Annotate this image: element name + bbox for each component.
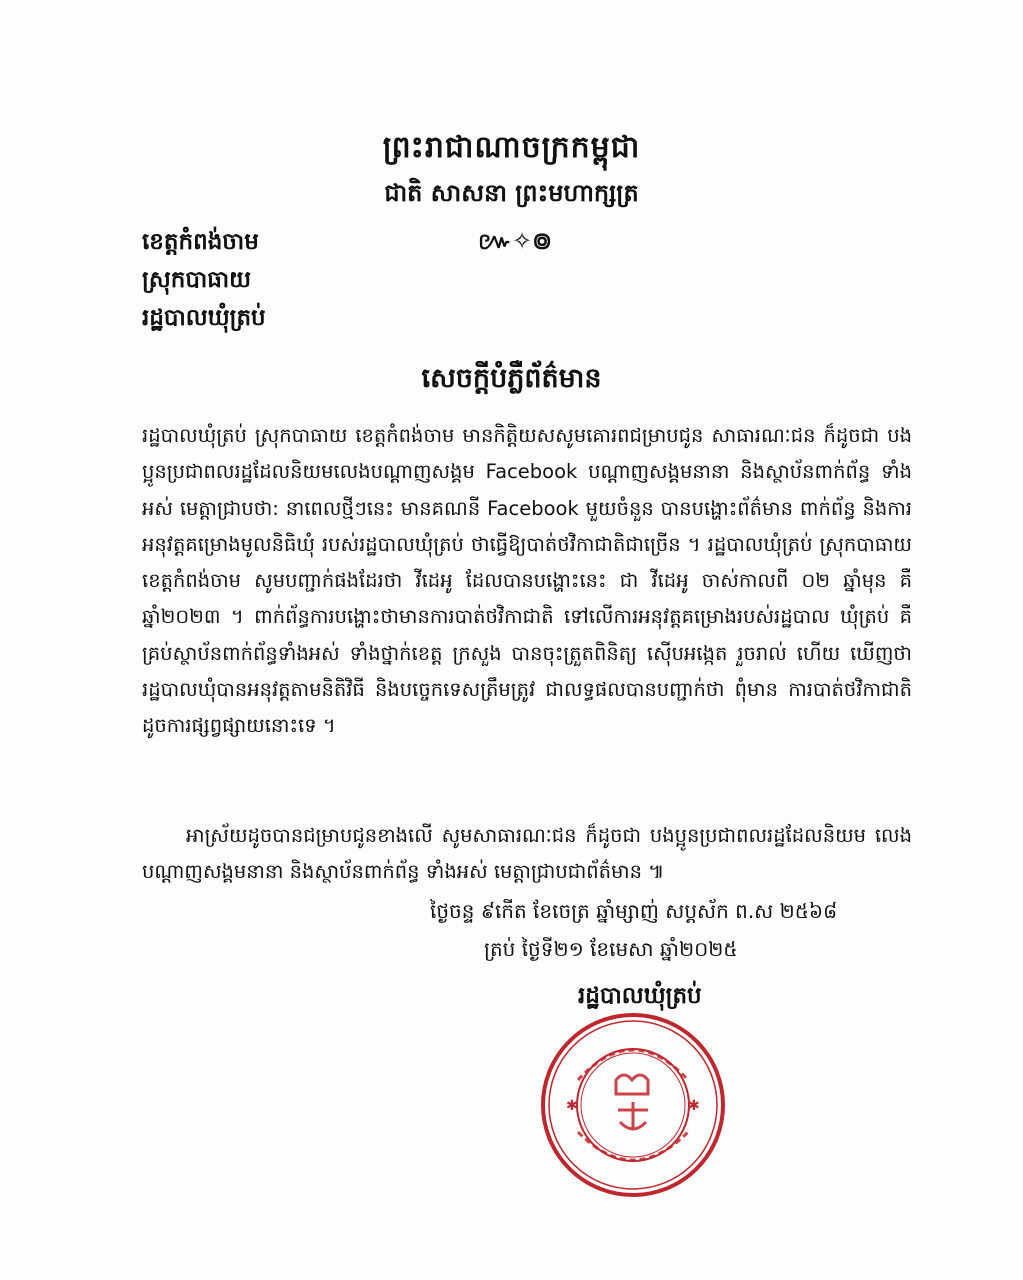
kingdom-heading: ព្រះរាជាណាចក្រកម្ពុជា xyxy=(382,130,641,165)
national-motto: ជាតិ សាសនា ព្រះមហាក្សត្រ xyxy=(384,179,639,207)
signatory-title: រដ្ឋបាលឃុំត្រប់ xyxy=(578,983,702,1009)
solar-date: ត្រប់ ថ្ងៃទី២១ ខែមេសា ឆ្នាំ២០២៥ xyxy=(484,937,738,961)
body-paragraph-1: រដ្ឋបាលឃុំត្រប់ ស្រុកបាធាយ ខេត្តកំពង់ចាម មានកិត្តិយសសូមគោរពជម្រាបជូន សាធារណៈជន ក៏ដូចជា បងប្អូនប្រជាពលរដ្ឋដែលនិយមលេងបណ្តាញសង្គម Facebook បណ្តាញសង្គមនានា និងស្ថាប័នពាក់ព័ន្ធ ទាំងអស់ មេត្តាជ្រាបថា: នាពេលថ្មីៗនេះ មានគណនី Facebook មួយចំនួន បានបង្ហោះព័ត៌មាន ពាក់ព័ន្ធ និងការអនុវត្តគម្រោងមូលនិធិឃុំ របស់រដ្ឋបាលឃុំត្រប់ ថាធ្វើឱ្យបាត់ថវិកាជាតិជាច្រើន ។ រដ្ឋបាលឃុំត្រប់ ស្រុកបាធាយ ខេត្តកំពង់ចាម សូមបញ្ជាក់ផងដែរថា វីដេអូ ដែលបានបង្ហោះនេះ ជា វីដេអូ ចាស់កាលពី ០២ ឆ្នាំមុន គឺឆ្នាំ២០២៣ ។ ពាក់ព័ន្ធការបង្ហោះថាមានការបាត់ថវិកាជាតិ ទៅលើការអនុវត្តគម្រោងរបស់រដ្ឋបាល ឃុំត្រប់ គឺ គ្រប់ស្ថាប័នពាក់ព័ន្ធទាំងអស់ ទាំងថ្នាក់ខេត្ត ក្រសួង បានចុះត្រួតពិនិត្យ ស៊ើបអង្កេត រួចរាល់ ហើយ ឃើញថារដ្ឋបាលឃុំបានអនុវត្តតាមនិតិវិធី និងបច្ចេកទេសត្រឹមត្រូវ ជាលទ្ធផលបានបញ្ជាក់ថា ពុំមាន ការបាត់ថវិកាជាតិដូចការផ្សព្វផ្សាយនោះទេ ។ xyxy=(142,424,912,738)
lunar-date: ថ្ងៃចន្ទ ៩កើត ខែចេត្រ ឆ្នាំម្សាញ់ សប្តស័ក ព.ស ២៥៦៨ xyxy=(430,899,838,923)
ornament-divider: ៚✧៙ xyxy=(478,227,553,255)
commune-admin-label: រដ្ឋបាលឃុំត្រប់ xyxy=(142,305,266,331)
svg-text:✱: ✱ xyxy=(688,1098,700,1114)
province-label: ខេត្តកំពង់ចាម xyxy=(142,229,259,255)
body-paragraph-2: អាស្រ័យដូចបានជម្រាបជូនខាងលើ សូមសាធារណៈជន ក៏ដូចជា បងប្អូនប្រជាពលរដ្ឋដែលនិយម លេងបណ្តាញសង្គមនានា និងស្ថាប័នពាក់ព័ន្ធ ទាំងអស់ មេត្តាជ្រាបជាព័ត៌មាន ៕ xyxy=(142,824,912,884)
district-label: ស្រុកបាធាយ xyxy=(142,267,252,293)
svg-text:✱: ✱ xyxy=(566,1098,578,1114)
document-title: សេចក្តីបំភ្លឺព័ត៌មាន xyxy=(421,363,602,394)
official-seal-icon xyxy=(538,1010,728,1200)
